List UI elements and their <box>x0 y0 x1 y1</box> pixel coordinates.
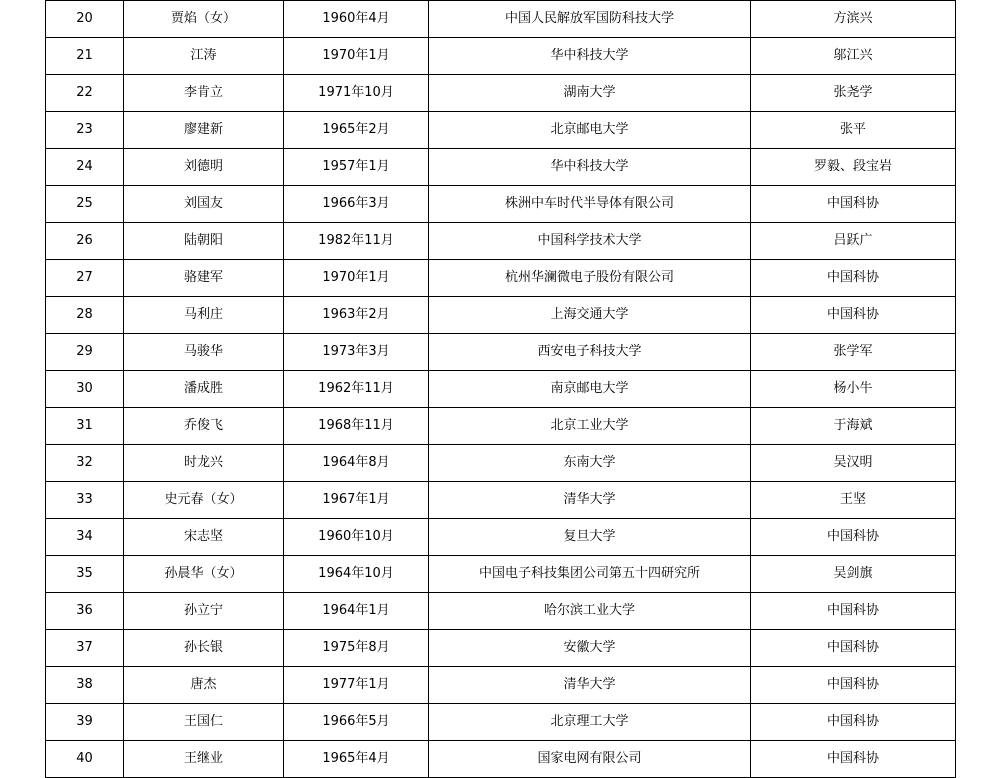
cell-org: 北京邮电大学 <box>429 112 751 149</box>
cell-birth: 1968年11月 <box>284 408 429 445</box>
cell-name: 马利庄 <box>124 297 284 334</box>
cell-index: 40 <box>46 741 124 778</box>
cell-recommender: 中国科协 <box>751 630 956 667</box>
cell-index: 27 <box>46 260 124 297</box>
table-row <box>46 112 956 149</box>
cell-name: 刘国友 <box>124 186 284 223</box>
cell-index: 32 <box>46 445 124 482</box>
table-row <box>46 334 956 371</box>
cell-birth: 1962年11月 <box>284 371 429 408</box>
table-row <box>46 519 956 556</box>
cell-org: 中国电子科技集团公司第五十四研究所 <box>429 556 751 593</box>
cell-index: 22 <box>46 75 124 112</box>
cell-name: 孙长银 <box>124 630 284 667</box>
cell-org: 北京工业大学 <box>429 408 751 445</box>
cell-recommender: 中国科协 <box>751 260 956 297</box>
cell-index: 30 <box>46 371 124 408</box>
cell-birth: 1960年10月 <box>284 519 429 556</box>
cell-recommender: 王坚 <box>751 482 956 519</box>
cell-org: 杭州华澜微电子股份有限公司 <box>429 260 751 297</box>
cell-name: 贾焰（女） <box>124 1 284 38</box>
table-row <box>46 630 956 667</box>
cell-org: 清华大学 <box>429 482 751 519</box>
table-row <box>46 408 956 445</box>
table-row <box>46 667 956 704</box>
cell-birth: 1967年1月 <box>284 482 429 519</box>
cell-recommender: 吕跃广 <box>751 223 956 260</box>
cell-recommender: 张尧学 <box>751 75 956 112</box>
cell-index: 21 <box>46 38 124 75</box>
cell-recommender: 杨小牛 <box>751 371 956 408</box>
cell-birth: 1973年3月 <box>284 334 429 371</box>
cell-recommender: 吴剑旗 <box>751 556 956 593</box>
cell-org: 湖南大学 <box>429 75 751 112</box>
cell-org: 株洲中车时代半导体有限公司 <box>429 186 751 223</box>
cell-birth: 1971年10月 <box>284 75 429 112</box>
candidates-table <box>45 0 956 778</box>
cell-recommender: 中国科协 <box>751 741 956 778</box>
table-body <box>46 1 956 778</box>
cell-index: 20 <box>46 1 124 38</box>
cell-birth: 1982年11月 <box>284 223 429 260</box>
cell-recommender: 方滨兴 <box>751 1 956 38</box>
table-row <box>46 556 956 593</box>
cell-birth: 1975年8月 <box>284 630 429 667</box>
table-row <box>46 297 956 334</box>
cell-index: 28 <box>46 297 124 334</box>
cell-org: 安徽大学 <box>429 630 751 667</box>
cell-birth: 1966年3月 <box>284 186 429 223</box>
cell-org: 中国科学技术大学 <box>429 223 751 260</box>
table-row <box>46 704 956 741</box>
cell-name: 唐杰 <box>124 667 284 704</box>
cell-org: 国家电网有限公司 <box>429 741 751 778</box>
cell-recommender: 中国科协 <box>751 186 956 223</box>
cell-name: 孙立宁 <box>124 593 284 630</box>
cell-org: 中国人民解放军国防科技大学 <box>429 1 751 38</box>
cell-name: 陆朝阳 <box>124 223 284 260</box>
table-row <box>46 1 956 38</box>
table-row <box>46 223 956 260</box>
cell-name: 马骏华 <box>124 334 284 371</box>
cell-recommender: 中国科协 <box>751 297 956 334</box>
table-row <box>46 149 956 186</box>
cell-name: 刘德明 <box>124 149 284 186</box>
cell-recommender: 于海斌 <box>751 408 956 445</box>
cell-name: 宋志坚 <box>124 519 284 556</box>
cell-org: 西安电子科技大学 <box>429 334 751 371</box>
cell-recommender: 吴汉明 <box>751 445 956 482</box>
cell-name: 史元春（女） <box>124 482 284 519</box>
cell-name: 乔俊飞 <box>124 408 284 445</box>
table-row <box>46 186 956 223</box>
table-row <box>46 260 956 297</box>
table-row <box>46 75 956 112</box>
cell-birth: 1964年1月 <box>284 593 429 630</box>
cell-recommender: 中国科协 <box>751 667 956 704</box>
cell-birth: 1957年1月 <box>284 149 429 186</box>
cell-index: 25 <box>46 186 124 223</box>
cell-recommender: 邬江兴 <box>751 38 956 75</box>
cell-org: 南京邮电大学 <box>429 371 751 408</box>
cell-index: 35 <box>46 556 124 593</box>
cell-org: 上海交通大学 <box>429 297 751 334</box>
cell-name: 潘成胜 <box>124 371 284 408</box>
cell-index: 39 <box>46 704 124 741</box>
cell-index: 24 <box>46 149 124 186</box>
table-row <box>46 593 956 630</box>
cell-index: 33 <box>46 482 124 519</box>
table-row <box>46 38 956 75</box>
cell-index: 26 <box>46 223 124 260</box>
cell-index: 38 <box>46 667 124 704</box>
cell-name: 骆建军 <box>124 260 284 297</box>
cell-birth: 1965年4月 <box>284 741 429 778</box>
table-row <box>46 445 956 482</box>
cell-org: 哈尔滨工业大学 <box>429 593 751 630</box>
cell-birth: 1966年5月 <box>284 704 429 741</box>
cell-birth: 1963年2月 <box>284 297 429 334</box>
cell-birth: 1964年10月 <box>284 556 429 593</box>
cell-org: 清华大学 <box>429 667 751 704</box>
cell-recommender: 中国科协 <box>751 519 956 556</box>
cell-index: 23 <box>46 112 124 149</box>
cell-birth: 1960年4月 <box>284 1 429 38</box>
cell-recommender: 中国科协 <box>751 704 956 741</box>
cell-org: 东南大学 <box>429 445 751 482</box>
cell-name: 王国仁 <box>124 704 284 741</box>
cell-name: 孙晨华（女） <box>124 556 284 593</box>
cell-birth: 1977年1月 <box>284 667 429 704</box>
cell-org: 华中科技大学 <box>429 38 751 75</box>
cell-org: 华中科技大学 <box>429 149 751 186</box>
cell-index: 34 <box>46 519 124 556</box>
cell-recommender: 张学军 <box>751 334 956 371</box>
cell-birth: 1964年8月 <box>284 445 429 482</box>
cell-recommender: 张平 <box>751 112 956 149</box>
cell-index: 36 <box>46 593 124 630</box>
cell-name: 时龙兴 <box>124 445 284 482</box>
table-row <box>46 482 956 519</box>
cell-index: 31 <box>46 408 124 445</box>
cell-name: 李肯立 <box>124 75 284 112</box>
cell-recommender: 中国科协 <box>751 593 956 630</box>
cell-org: 复旦大学 <box>429 519 751 556</box>
cell-recommender: 罗毅、段宝岩 <box>751 149 956 186</box>
cell-org: 北京理工大学 <box>429 704 751 741</box>
cell-birth: 1970年1月 <box>284 260 429 297</box>
cell-name: 廖建新 <box>124 112 284 149</box>
cell-name: 王继业 <box>124 741 284 778</box>
cell-index: 29 <box>46 334 124 371</box>
cell-birth: 1970年1月 <box>284 38 429 75</box>
cell-index: 37 <box>46 630 124 667</box>
table-row <box>46 371 956 408</box>
cell-name: 江涛 <box>124 38 284 75</box>
table-row <box>46 741 956 778</box>
cell-birth: 1965年2月 <box>284 112 429 149</box>
